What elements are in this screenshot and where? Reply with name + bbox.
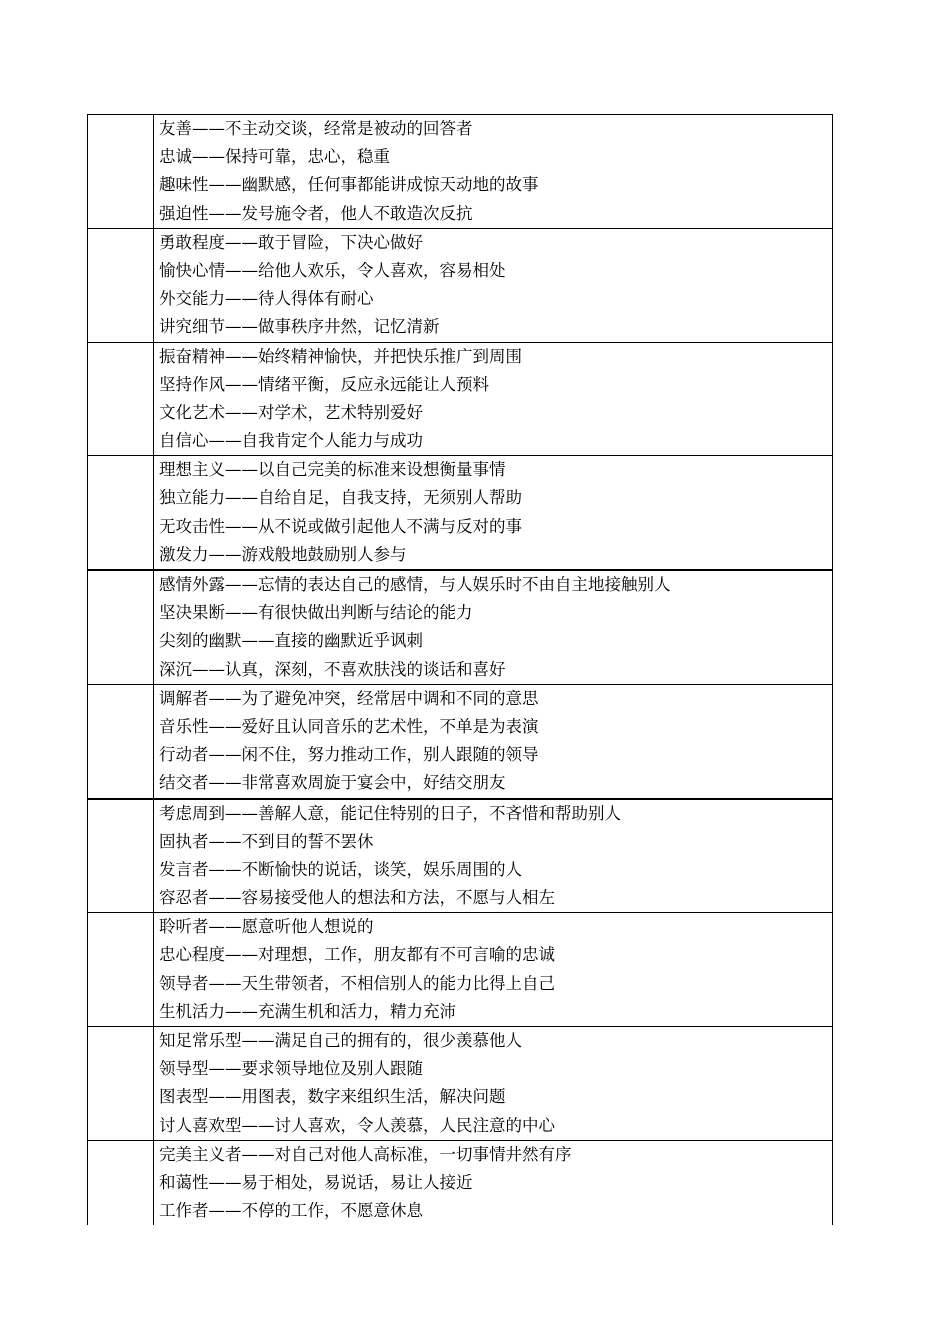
trait-group-row xyxy=(88,228,833,342)
trait-line: 固执者——不到目的誓不罢休 xyxy=(159,831,374,851)
trait-group-row xyxy=(88,342,833,456)
trait-line: 深沉——认真，深刻，不喜欢肤浅的谈话和喜好 xyxy=(159,659,506,679)
trait-line: 工作者——不停的工作，不愿意休息 xyxy=(159,1201,423,1221)
trait-line: 勇敢程度——敢于冒险，下决心做好 xyxy=(159,232,423,252)
trait-line: 激发力——游戏般地鼓励别人参与 xyxy=(159,544,407,564)
trait-table-body xyxy=(88,115,833,1226)
trait-line: 尖刻的幽默——直接的幽默近乎讽刺 xyxy=(159,631,423,651)
trait-line: 强迫性——发号施令者，他人不敢造次反抗 xyxy=(159,203,473,223)
group-number-cell xyxy=(88,684,154,798)
trait-line: 图表型——用图表，数字来组织生活，解决问题 xyxy=(159,1087,506,1107)
group-number-cell xyxy=(88,913,154,1027)
trait-list-cell xyxy=(154,342,833,456)
trait-line: 讲究细节——做事秩序井然，记忆清新 xyxy=(159,317,440,337)
group-number-cell xyxy=(88,342,154,456)
trait-line: 外交能力——待人得体有耐心 xyxy=(159,289,374,309)
group-number-cell xyxy=(88,799,154,913)
trait-group-row xyxy=(88,799,833,913)
trait-line: 感情外露——忘情的表达自己的感情，与人娱乐时不由自主地接触别人 xyxy=(159,575,671,594)
trait-line: 领导者——天生带领者，不相信别人的能力比得上自己 xyxy=(159,973,555,993)
trait-line: 文化艺术——对学术，艺术特别爱好 xyxy=(159,402,423,422)
trait-line: 独立能力——自给自足，自我支持，无须别人帮助 xyxy=(159,488,522,508)
trait-line: 坚决果断——有很快做出判断与结论的能力 xyxy=(159,603,473,623)
trait-group-row xyxy=(88,913,833,1027)
trait-line: 自信心——自我肯定个人能力与成功 xyxy=(159,431,423,451)
trait-line: 无攻击性——从不说或做引起他人不满与反对的事 xyxy=(159,516,522,536)
trait-list-cell xyxy=(154,456,833,570)
trait-list-cell xyxy=(154,913,833,1027)
trait-line: 容忍者——容易接受他人的想法和方法，不愿与人相左 xyxy=(159,888,555,908)
trait-group-row xyxy=(88,456,833,570)
trait-group-row xyxy=(88,570,833,684)
trait-group-row xyxy=(88,1027,833,1141)
trait-list-cell xyxy=(154,799,833,913)
group-number-cell xyxy=(88,1027,154,1141)
trait-line: 忠心程度——对理想，工作，朋友都有不可言喻的忠诚 xyxy=(159,945,555,965)
trait-line: 生机活力——充满生机和活力，精力充沛 xyxy=(159,1001,456,1021)
trait-line: 理想主义——以自己完美的标准来设想衡量事情 xyxy=(159,460,506,480)
trait-line: 考虑周到——善解人意，能记住特别的日子，不吝惜和帮助别人 xyxy=(159,803,621,823)
trait-line: 领导型——要求领导地位及别人跟随 xyxy=(159,1059,423,1079)
trait-line: 趣味性——幽默感，任何事都能讲成惊天动地的故事 xyxy=(159,175,539,195)
trait-line: 愉快心情——给他人欢乐，令人喜欢，容易相处 xyxy=(159,260,506,280)
group-number-cell xyxy=(88,456,154,570)
trait-line: 讨人喜欢型——讨人喜欢，令人羡慕，人民注意的中心 xyxy=(159,1115,555,1135)
trait-line: 振奋精神——始终精神愉快，并把快乐推广到周围 xyxy=(159,346,522,366)
trait-list-cell xyxy=(154,228,833,342)
trait-line: 和蔼性——易于相处，易说话，易让人接近 xyxy=(159,1172,473,1192)
group-number-cell xyxy=(88,570,154,684)
trait-group-row xyxy=(88,115,833,229)
trait-list-cell xyxy=(154,684,833,798)
trait-list-cell xyxy=(154,570,833,684)
trait-line: 完美主义者——对自己对他人高标准，一切事情井然有序 xyxy=(159,1144,572,1164)
group-number-cell xyxy=(88,1140,154,1225)
trait-list-cell xyxy=(154,115,833,229)
trait-line: 结交者——非常喜欢周旋于宴会中，好结交朋友 xyxy=(159,773,506,793)
trait-line: 忠诚——保持可靠，忠心，稳重 xyxy=(159,147,390,167)
trait-list-cell xyxy=(154,1140,833,1225)
trait-table xyxy=(87,114,833,1225)
trait-line: 聆听者——愿意听他人想说的 xyxy=(159,917,374,937)
trait-line: 调解者——为了避免冲突，经常居中调和不同的意思 xyxy=(159,688,539,708)
trait-group-row xyxy=(88,684,833,798)
trait-line: 行动者——闲不住，努力推动工作，别人跟随的领导 xyxy=(159,745,539,765)
trait-line: 发言者——不断愉快的说话，谈笑，娱乐周围的人 xyxy=(159,859,522,879)
trait-line: 知足常乐型——满足自己的拥有的，很少羡慕他人 xyxy=(159,1031,522,1050)
trait-line: 友善——不主动交谈，经常是被动的回答者 xyxy=(159,119,473,138)
trait-line: 坚持作风——情绪平衡，反应永远能让人预料 xyxy=(159,374,489,394)
trait-list-cell xyxy=(154,1027,833,1141)
trait-line: 音乐性——爱好且认同音乐的艺术性，不单是为表演 xyxy=(159,716,539,736)
group-number-cell xyxy=(88,115,154,229)
group-number-cell xyxy=(88,228,154,342)
trait-group-row xyxy=(88,1140,833,1225)
